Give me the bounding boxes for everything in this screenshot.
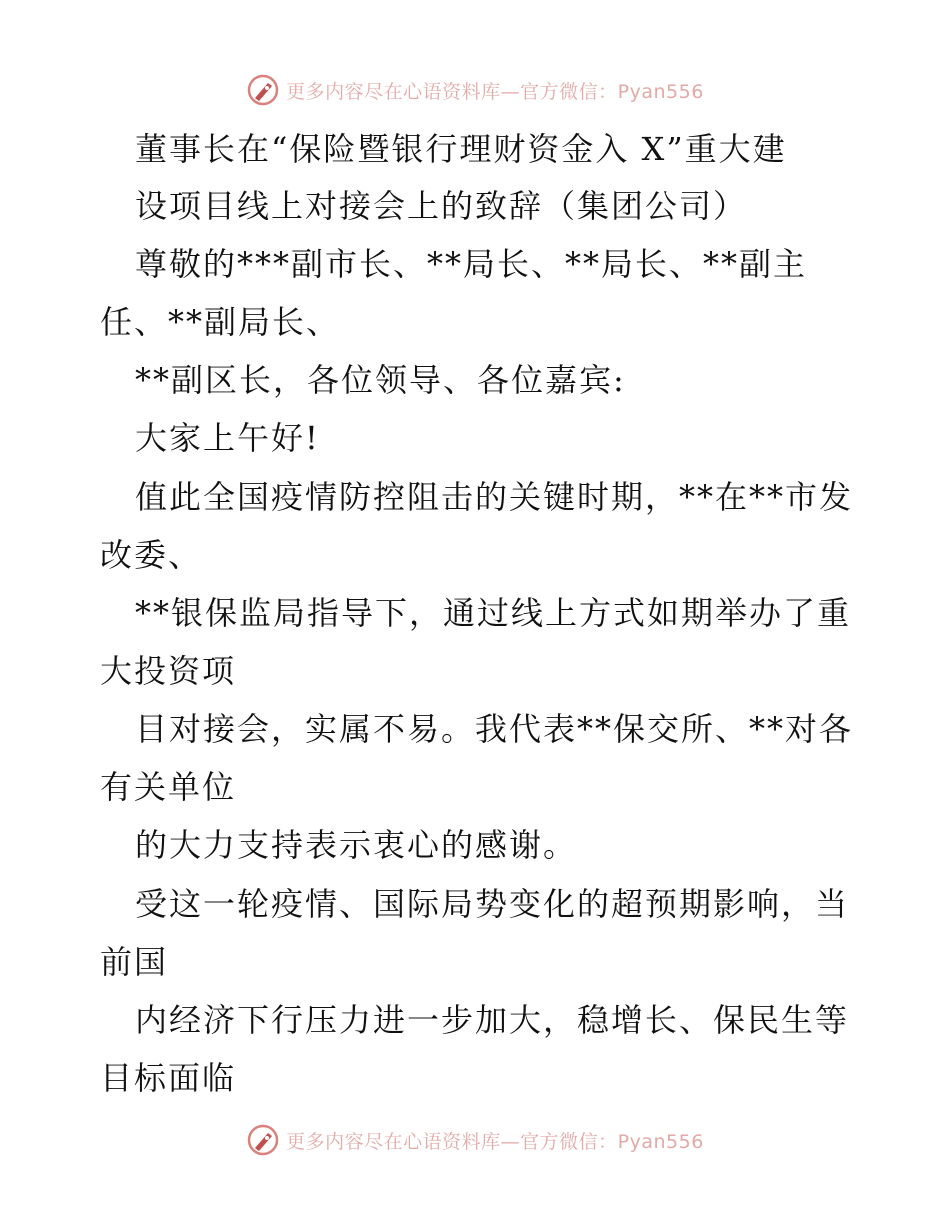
paragraph-line: 大投资项 (100, 652, 237, 690)
paragraph-line: 值此全国疫情防控阻击的关键时期，**在**市发 (135, 478, 854, 516)
title-line-1: 董事长在“保险暨银行理财资金入 X”重大建 (135, 130, 787, 168)
paragraph-line: **银保监局指导下，通过线上方式如期举办了重 (135, 594, 852, 632)
title-line-2: 设项目线上对接会上的致辞（集团公司） (135, 187, 748, 225)
greeting-line: 大家上午好! (135, 419, 320, 457)
pen-nib-circle-icon (246, 1123, 280, 1157)
paragraph-line: 前国 (100, 943, 169, 981)
watermark-text: 更多内容尽在心语资料库—官方微信：Pyan556 (286, 1130, 704, 1153)
salutation-line-3: **副区长，各位领导、各位嘉宾: (135, 361, 626, 399)
paragraph-line: 改委、 (100, 536, 203, 574)
watermark-text: 更多内容尽在心语资料库—官方微信：Pyan556 (286, 80, 704, 103)
pen-nib-circle-icon (246, 73, 280, 107)
header-watermark (0, 70, 950, 110)
paragraph-line: 的大力支持表示衷心的感谢。 (135, 826, 578, 864)
paragraph-line: 有关单位 (100, 768, 237, 806)
paragraph-line: 目标面临 (100, 1059, 237, 1097)
salutation-line-1: 尊敬的***副市长、**局长、**局长、**副主 (135, 245, 808, 283)
paragraph-line: 受这一轮疫情、国际局势变化的超预期影响，当 (135, 885, 850, 923)
paragraph-line: 内经济下行压力进一步加大，稳增长、保民生等 (135, 1001, 850, 1039)
salutation-line-2: 任、**副局长、 (100, 303, 341, 341)
paragraph-line: 目对接会，实属不易。我代表**保交所、**对各 (135, 710, 854, 748)
footer-watermark (0, 1120, 950, 1160)
